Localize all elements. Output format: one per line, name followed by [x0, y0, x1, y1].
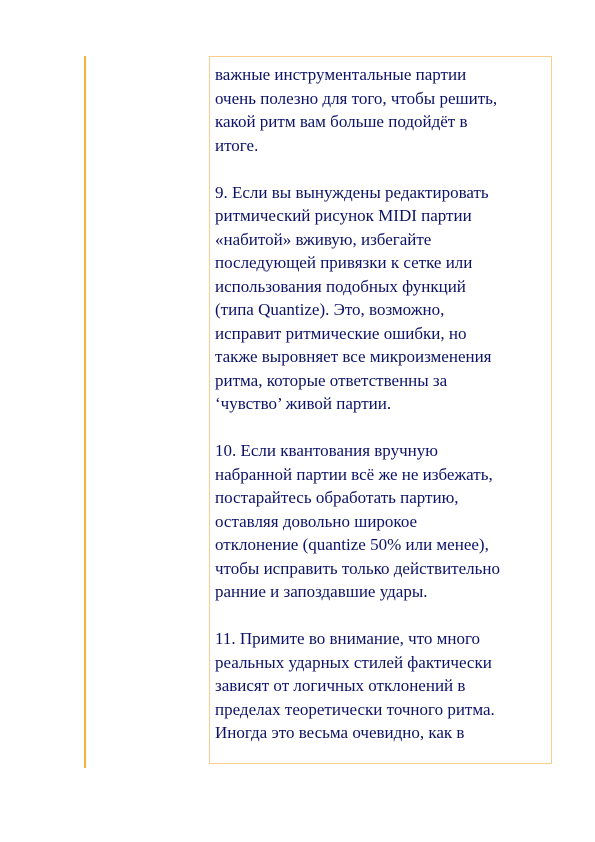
text-frame	[209, 56, 552, 764]
text-line: зависят от логичных отклонений в	[215, 676, 466, 695]
text-line: 10. Если квантования вручную	[215, 441, 438, 460]
text-line: «набитой» вживую, избегайте	[215, 229, 432, 249]
text-line: ритмический рисунок MIDI партии	[215, 206, 472, 225]
text-line: исправит ритмические ошибки, но	[215, 323, 467, 343]
text-line: 9. Если вы вынуждены редактировать	[215, 182, 489, 202]
text-line: последующей привязки к сетке или	[215, 253, 473, 272]
text-line: оставляя довольно широкое	[215, 511, 418, 531]
paragraph	[215, 63, 552, 157]
text-line: реальных ударных стилей фактически	[215, 652, 492, 672]
text-line: чтобы исправить только действительно	[215, 558, 500, 578]
text-line: Иногда это весьма очевидно, как в	[215, 723, 465, 742]
paragraph	[215, 627, 552, 745]
text-line: важные инструментальные партии	[215, 65, 467, 84]
text-line: использования подобных функций	[215, 276, 466, 296]
text-line: (типа Quantize). Это, возможно,	[215, 300, 445, 319]
paragraph	[215, 439, 552, 604]
text-line: 11. Примите во внимание, что много	[215, 629, 481, 648]
text-line: ранние и запоздавшие удары.	[215, 582, 428, 601]
body-text	[215, 63, 552, 764]
margin-rule	[84, 56, 86, 768]
text-line: ритма, которые ответственны за	[215, 370, 448, 390]
text-line: также выровняет все микроизменения	[215, 347, 492, 366]
text-line: очень полезно для того, чтобы решить,	[215, 88, 498, 108]
text-line: постарайтесь обработать партию,	[215, 488, 459, 507]
text-line: итоге.	[215, 135, 259, 155]
text-line: какой ритм вам больше подойдёт в	[215, 112, 468, 131]
text-line: отклонение (quantize 50% или менее),	[215, 535, 489, 554]
text-line: ‘чувство’ живой партии.	[215, 394, 392, 413]
paragraph	[215, 181, 552, 416]
text-line: набранной партии всё же не избежать,	[215, 464, 493, 484]
text-line: пределах теоретически точного ритма.	[215, 699, 495, 719]
